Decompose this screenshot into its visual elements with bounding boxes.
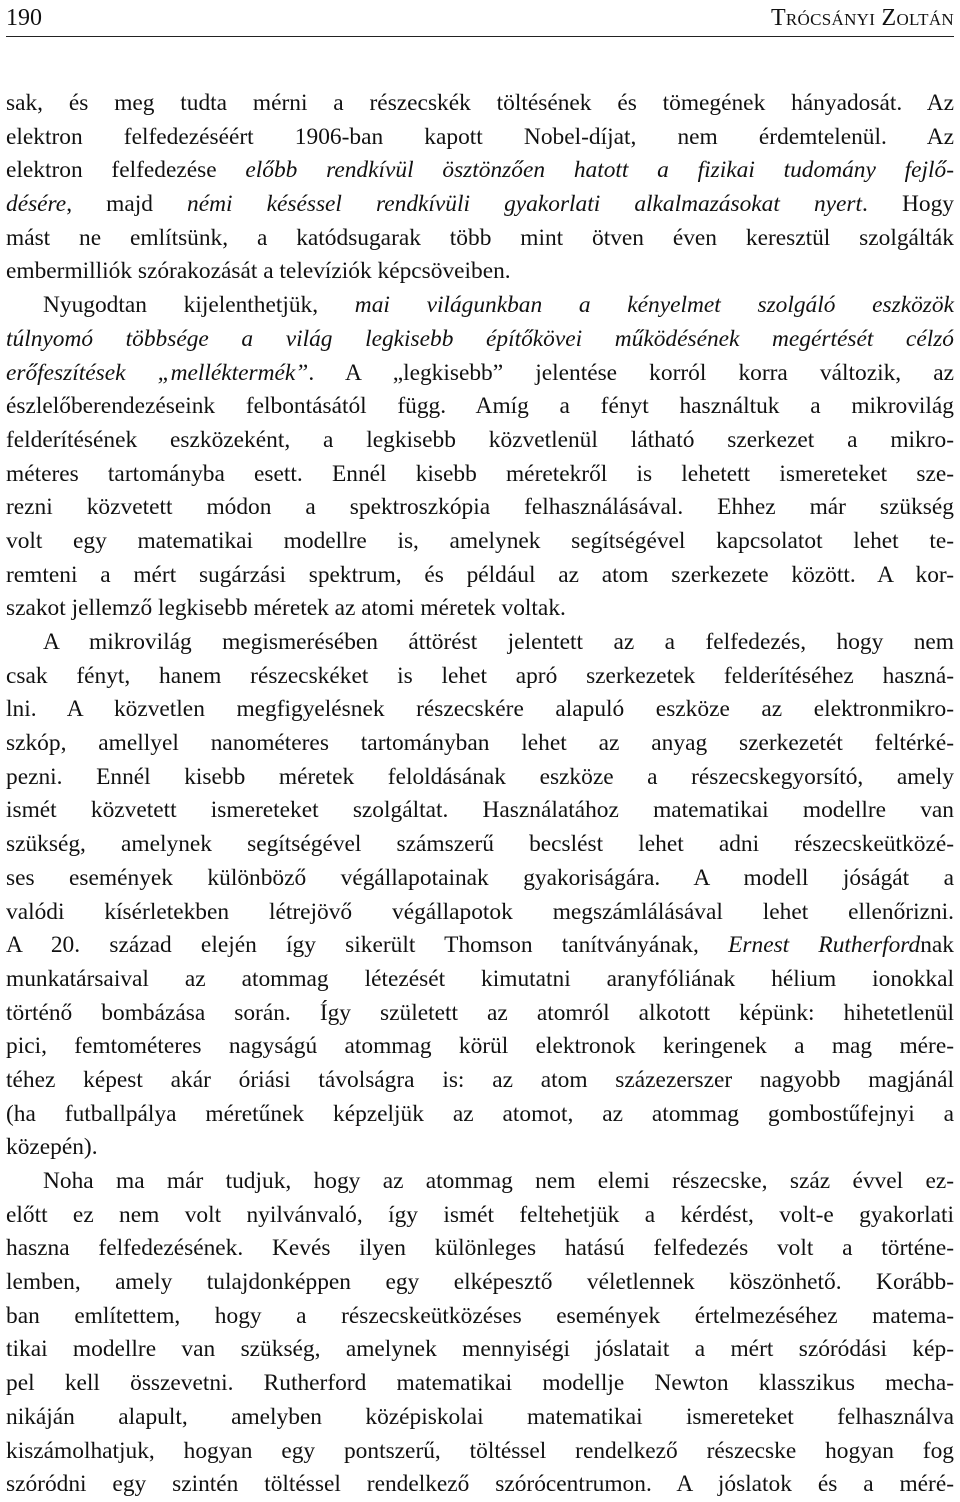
text-line: szakot jellemző legkisebb méretek az atomi méretek voltak. — [6, 595, 566, 622]
text-line: szóródni egy szintén töltéssel rendelkező szórócentrumon. A jóslatok és a méré- — [6, 1471, 954, 1498]
text-line: A mikrovilág megismerésében áttörést jelentett az a felfedezés, hogy nem — [43, 629, 954, 655]
text-line: désére, majd némi késéssel rendkívüli gyakorlati alkalmazásokat nyert. Hogy — [6, 191, 954, 218]
text-line: történő bombázása során. Így született az atomról alkotott képünk: hihetetlenül — [6, 999, 954, 1026]
text-line: ses események különböző végállapotainak gyakoriságára. A modell jóságát a — [6, 864, 954, 891]
text-line: nikáján alapult, amelyben középiskolai matematikai ismereteket felhasználva — [6, 1403, 954, 1430]
text-line: lni. A közvetlen megfigyelésnek részecskére alapuló eszköze az elektronmikro- — [6, 696, 954, 723]
text-line: sak, és meg tudta mérni a részecskék töltésének és tömegének hányadosát. Az — [6, 90, 954, 116]
text-line: Noha ma már tudjuk, hogy az atommag nem elemi részecske, száz évvel ez- — [43, 1168, 954, 1194]
text-line: pel kell összevetni. Rutherford matematikai modellje Newton klasszikus mecha- — [6, 1370, 954, 1397]
text-line: csak fényt, hanem részecskéket is lehet apró szerkezetek felderítéséhez haszná- — [6, 662, 954, 689]
body-text — [6, 87, 954, 1502]
text-line: (ha futballpálya méretűnek képzeljük az atomot, az atommag gombostűfejnyi a — [6, 1100, 954, 1127]
text-line: felderítésének eszközeként, a legkisebb közvetlenül látható szerkezet a mikro- — [6, 426, 954, 453]
text-line: pici, femtométeres nagyságú atommag körül elektronok keringenek a mag mére- — [6, 1033, 954, 1060]
text-line: közepén). — [6, 1134, 98, 1161]
page-number: 190 — [6, 5, 42, 31]
text-line: Nyugodtan kijelenthetjük, mai világunkban a kényelmet szolgáló eszközök — [43, 292, 954, 319]
text-line: rezni közvetett módon a spektroszkópia felhasználásával. Ehhez már szükség — [6, 494, 954, 521]
text-line: elektron felfedezése előbb rendkívül ösztönzően hatott a fizikai tudomány fejlő- — [6, 157, 955, 184]
text-line: A 20. század elején így sikerült Thomson tanítványának, Ernest Rutherfordnak — [6, 932, 955, 959]
text-line: lemben, amely tulajdonképpen egy elképesztő véletlennek köszönhető. Korább- — [6, 1269, 954, 1296]
text-line: előtt ez nem volt nyilvánvaló, így ismét feltehetjük a kérdést, volt-e gyakorlati — [6, 1201, 954, 1228]
text-line: pezni. Ennél kisebb méretek feloldásának eszköze a részecskegyorsító, amely — [6, 763, 954, 790]
text-line: ismét közvetett ismereteket szolgáltat. Használatához matematikai modellre van — [6, 797, 954, 824]
running-head-author: Trócsányi Zoltán — [770, 5, 954, 31]
text-line: észlelőberendezéseink felbontásától függ. Amíg a fényt használtuk a mikrovilág — [6, 393, 954, 420]
text-line: kiszámolhatjuk, hogyan egy pontszerű, töltéssel rendelkező részecske hogyan fog — [6, 1437, 954, 1464]
text-line: elektron felfedezéséért 1906-ban kapott Nobel-díjat, nem érdemtelenül. Az — [6, 123, 954, 150]
text-line: túlnyomó többsége a világ legkisebb építőkövei működésének megértését célzó — [6, 325, 954, 352]
text-line: haszna felfedezésének. Kevés ilyen különleges hatású felfedezés volt a történe- — [6, 1235, 954, 1262]
text-line: méteres tartományba esett. Ennél kisebb méretekről is lehetett ismereteket sze- — [6, 460, 954, 487]
text-line: szükség, amelynek segítségével számszerű becslést lehet adni részecskeütközé- — [6, 831, 954, 858]
text-line: mást ne említsünk, a katódsugarak több mint ötven éven keresztül szolgálták — [6, 224, 954, 251]
text-line: téhez képest akár óriási távolságra is: az atom százezerszer nagyobb magjánál — [6, 1066, 954, 1093]
text-line: remteni a mért sugárzási spektrum, és például az atom szerkezete között. A kor- — [6, 561, 954, 588]
text-line: erőfeszítések „melléktermék”. A „legkisebb” jelentése korról korra változik, az — [6, 359, 954, 386]
text-line: szkóp, amellyel nanométeres tartományban lehet az anyag szerkezetét feltérké- — [6, 730, 954, 757]
text-line: tikai modellre van szükség, amelynek mennyiségi jóslatait a mért szóródási kép- — [6, 1336, 954, 1363]
text-line: ban említettem, hogy a részecskeütközéses események értelmezéséhez matema- — [6, 1302, 954, 1329]
text-line: munkatársaival az atommag létezését kimutatni aranyfóliának hélium ionokkal — [6, 965, 954, 992]
text-line: embermilliók szórakozását a televíziók képcsöveiben. — [6, 258, 511, 285]
page-header — [6, 0, 954, 37]
text-line: volt egy matematikai modellre is, amelynek segítségével kapcsolatot lehet te- — [6, 527, 954, 554]
text-line: valódi kísérletekben létrejövő végállapotok megszámlálásával lehet ellenőrizni. — [6, 898, 954, 925]
